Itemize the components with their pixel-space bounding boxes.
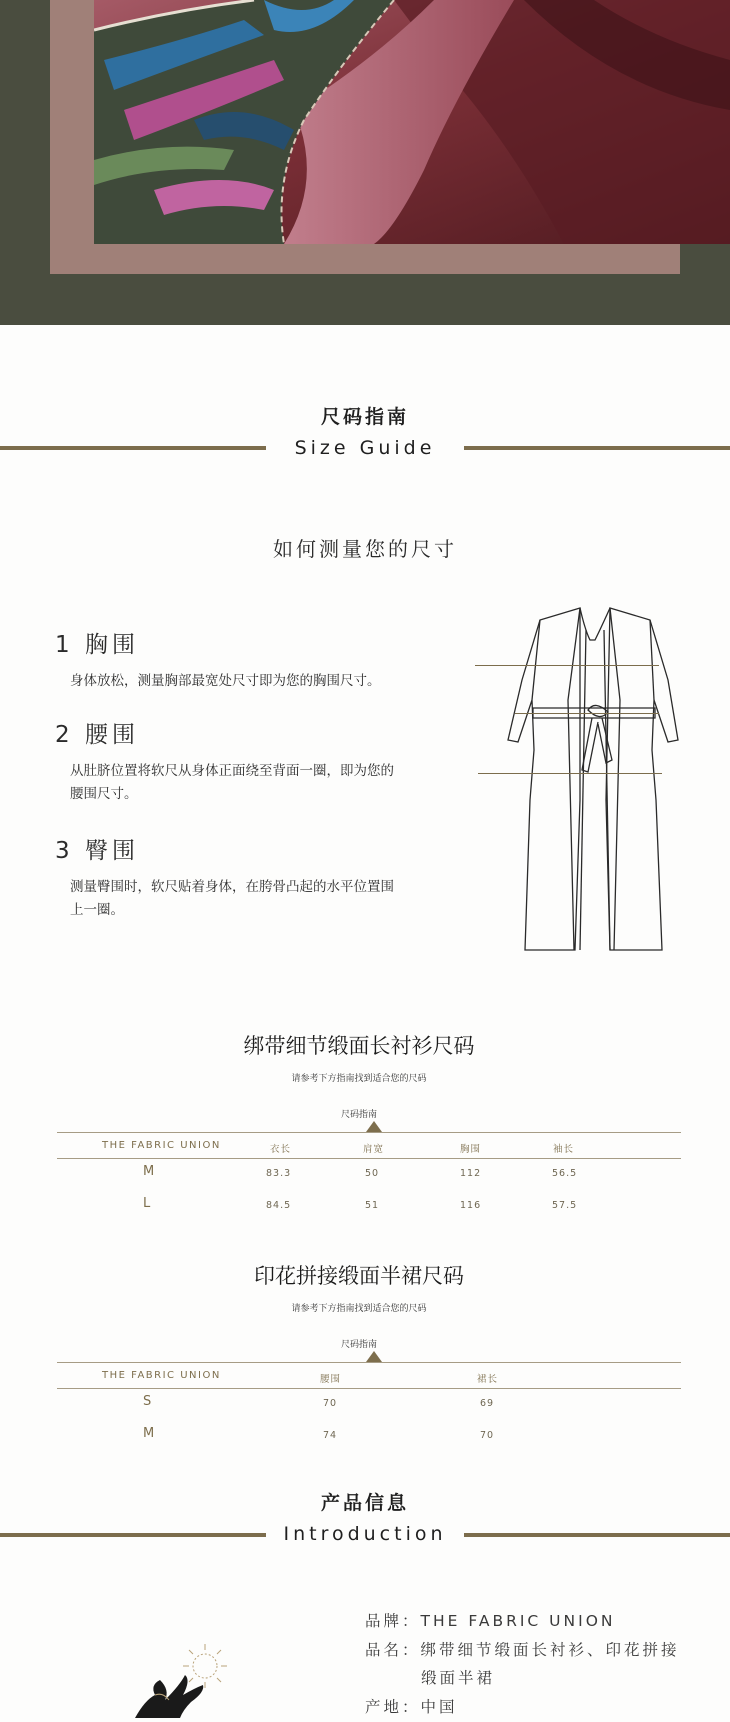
measure-number: 2 xyxy=(55,722,74,748)
skirt-table-note: 请参考下方指南找到适合您的尺码 xyxy=(291,1304,427,1314)
chest-guide-line xyxy=(475,665,659,666)
measure-number: 3 xyxy=(55,838,74,864)
hand-sun-illustration xyxy=(125,1640,255,1718)
hip-guide-line xyxy=(478,773,662,774)
measure-name: 腰围 xyxy=(84,722,139,748)
info-name-row xyxy=(365,1637,680,1663)
skirt-row-size: S xyxy=(143,1394,152,1409)
shirt-row-size: M xyxy=(143,1164,155,1179)
measure-waist-desc: 从肚脐位置将软尺从身体正面绕至背面一圈，即为您的腰围尺寸。 xyxy=(70,763,394,802)
skirt-col-length: 裙长 xyxy=(477,1374,499,1385)
shirt-cell: 84.5 xyxy=(266,1200,292,1211)
shirt-table-top-line xyxy=(57,1132,681,1133)
size-guide-title-cn: 尺码指南 xyxy=(320,406,409,428)
shirt-guide-triangle xyxy=(366,1121,382,1132)
shirt-table-note: 请参考下方指南找到适合您的尺码 xyxy=(291,1074,427,1084)
shirt-cell: 56.5 xyxy=(552,1168,578,1179)
shirt-cell: 57.5 xyxy=(552,1200,578,1211)
shirt-cell: 112 xyxy=(460,1168,482,1179)
product-info-title-en: Introduction xyxy=(283,1523,447,1545)
measure-name: 臀围 xyxy=(84,838,139,864)
brand-value: THE FABRIC UNION xyxy=(420,1612,616,1630)
shirt-size-guide-label: 尺码指南 xyxy=(340,1110,377,1120)
shirt-row-size: L xyxy=(143,1196,151,1211)
skirt-cell: 74 xyxy=(323,1430,338,1441)
shirt-table-title: 绑带细节缎面长衬衫尺码 xyxy=(243,1034,475,1058)
skirt-table-brand: THE FABRIC UNION xyxy=(102,1370,221,1381)
skirt-guide-triangle xyxy=(366,1351,382,1362)
robe-illustration xyxy=(470,600,700,955)
shirt-col-length: 衣长 xyxy=(270,1144,292,1155)
skirt-table-header-line xyxy=(57,1388,681,1389)
product-info-title-cn: 产品信息 xyxy=(320,1492,409,1514)
name-label: 品名： xyxy=(365,1641,421,1659)
divider-right xyxy=(464,446,730,450)
measure-chest-desc: 身体放松，测量胸部最宽处尺寸即为您的胸围尺寸。 xyxy=(70,673,381,689)
shirt-cell: 50 xyxy=(365,1168,380,1179)
divider-right xyxy=(464,1533,730,1537)
skirt-col-waist: 腰围 xyxy=(320,1374,342,1385)
hero-fabric-photo xyxy=(94,0,730,244)
shirt-col-chest: 胸围 xyxy=(460,1144,482,1155)
size-guide-title-en: Size Guide xyxy=(294,437,436,459)
measure-name: 胸围 xyxy=(84,632,139,658)
measure-waist-heading xyxy=(55,716,139,749)
measure-hip-desc: 测量臀围时，软尺贴着身体，在胯骨凸起的水平位置围上一圈。 xyxy=(70,879,394,918)
shirt-cell: 51 xyxy=(365,1200,380,1211)
waist-guide-line xyxy=(515,713,659,714)
info-brand-row xyxy=(365,1608,616,1634)
shirt-col-shoulder: 肩宽 xyxy=(363,1144,385,1155)
info-name-row-cont: 缎面半裙 xyxy=(421,1669,496,1687)
skirt-cell: 69 xyxy=(480,1398,495,1409)
info-origin-row xyxy=(365,1694,458,1720)
shirt-cell: 116 xyxy=(460,1200,482,1211)
measure-number: 1 xyxy=(55,632,74,658)
shirt-cell: 83.3 xyxy=(266,1168,292,1179)
origin-value: 中国 xyxy=(420,1698,458,1716)
hero-banner xyxy=(0,0,730,325)
brand-label: 品牌： xyxy=(365,1612,421,1630)
skirt-cell: 70 xyxy=(480,1430,495,1441)
skirt-table-title: 印花拼接缎面半裙尺码 xyxy=(254,1264,464,1288)
name-value: 绑带细节缎面长衬衫、印花拼接 xyxy=(420,1641,680,1659)
skirt-size-guide-label: 尺码指南 xyxy=(340,1340,377,1350)
measure-hip-heading xyxy=(55,832,139,865)
skirt-table-top-line xyxy=(57,1362,681,1363)
origin-label: 产地： xyxy=(365,1698,421,1716)
measure-chest-heading xyxy=(55,626,139,659)
shirt-col-sleeve: 袖长 xyxy=(553,1144,575,1155)
shirt-table-header-line xyxy=(57,1158,681,1159)
how-to-measure-heading: 如何测量您的尺寸 xyxy=(273,537,457,561)
skirt-row-size: M xyxy=(143,1426,155,1441)
shirt-table-brand: THE FABRIC UNION xyxy=(102,1140,221,1151)
skirt-cell: 70 xyxy=(323,1398,338,1409)
